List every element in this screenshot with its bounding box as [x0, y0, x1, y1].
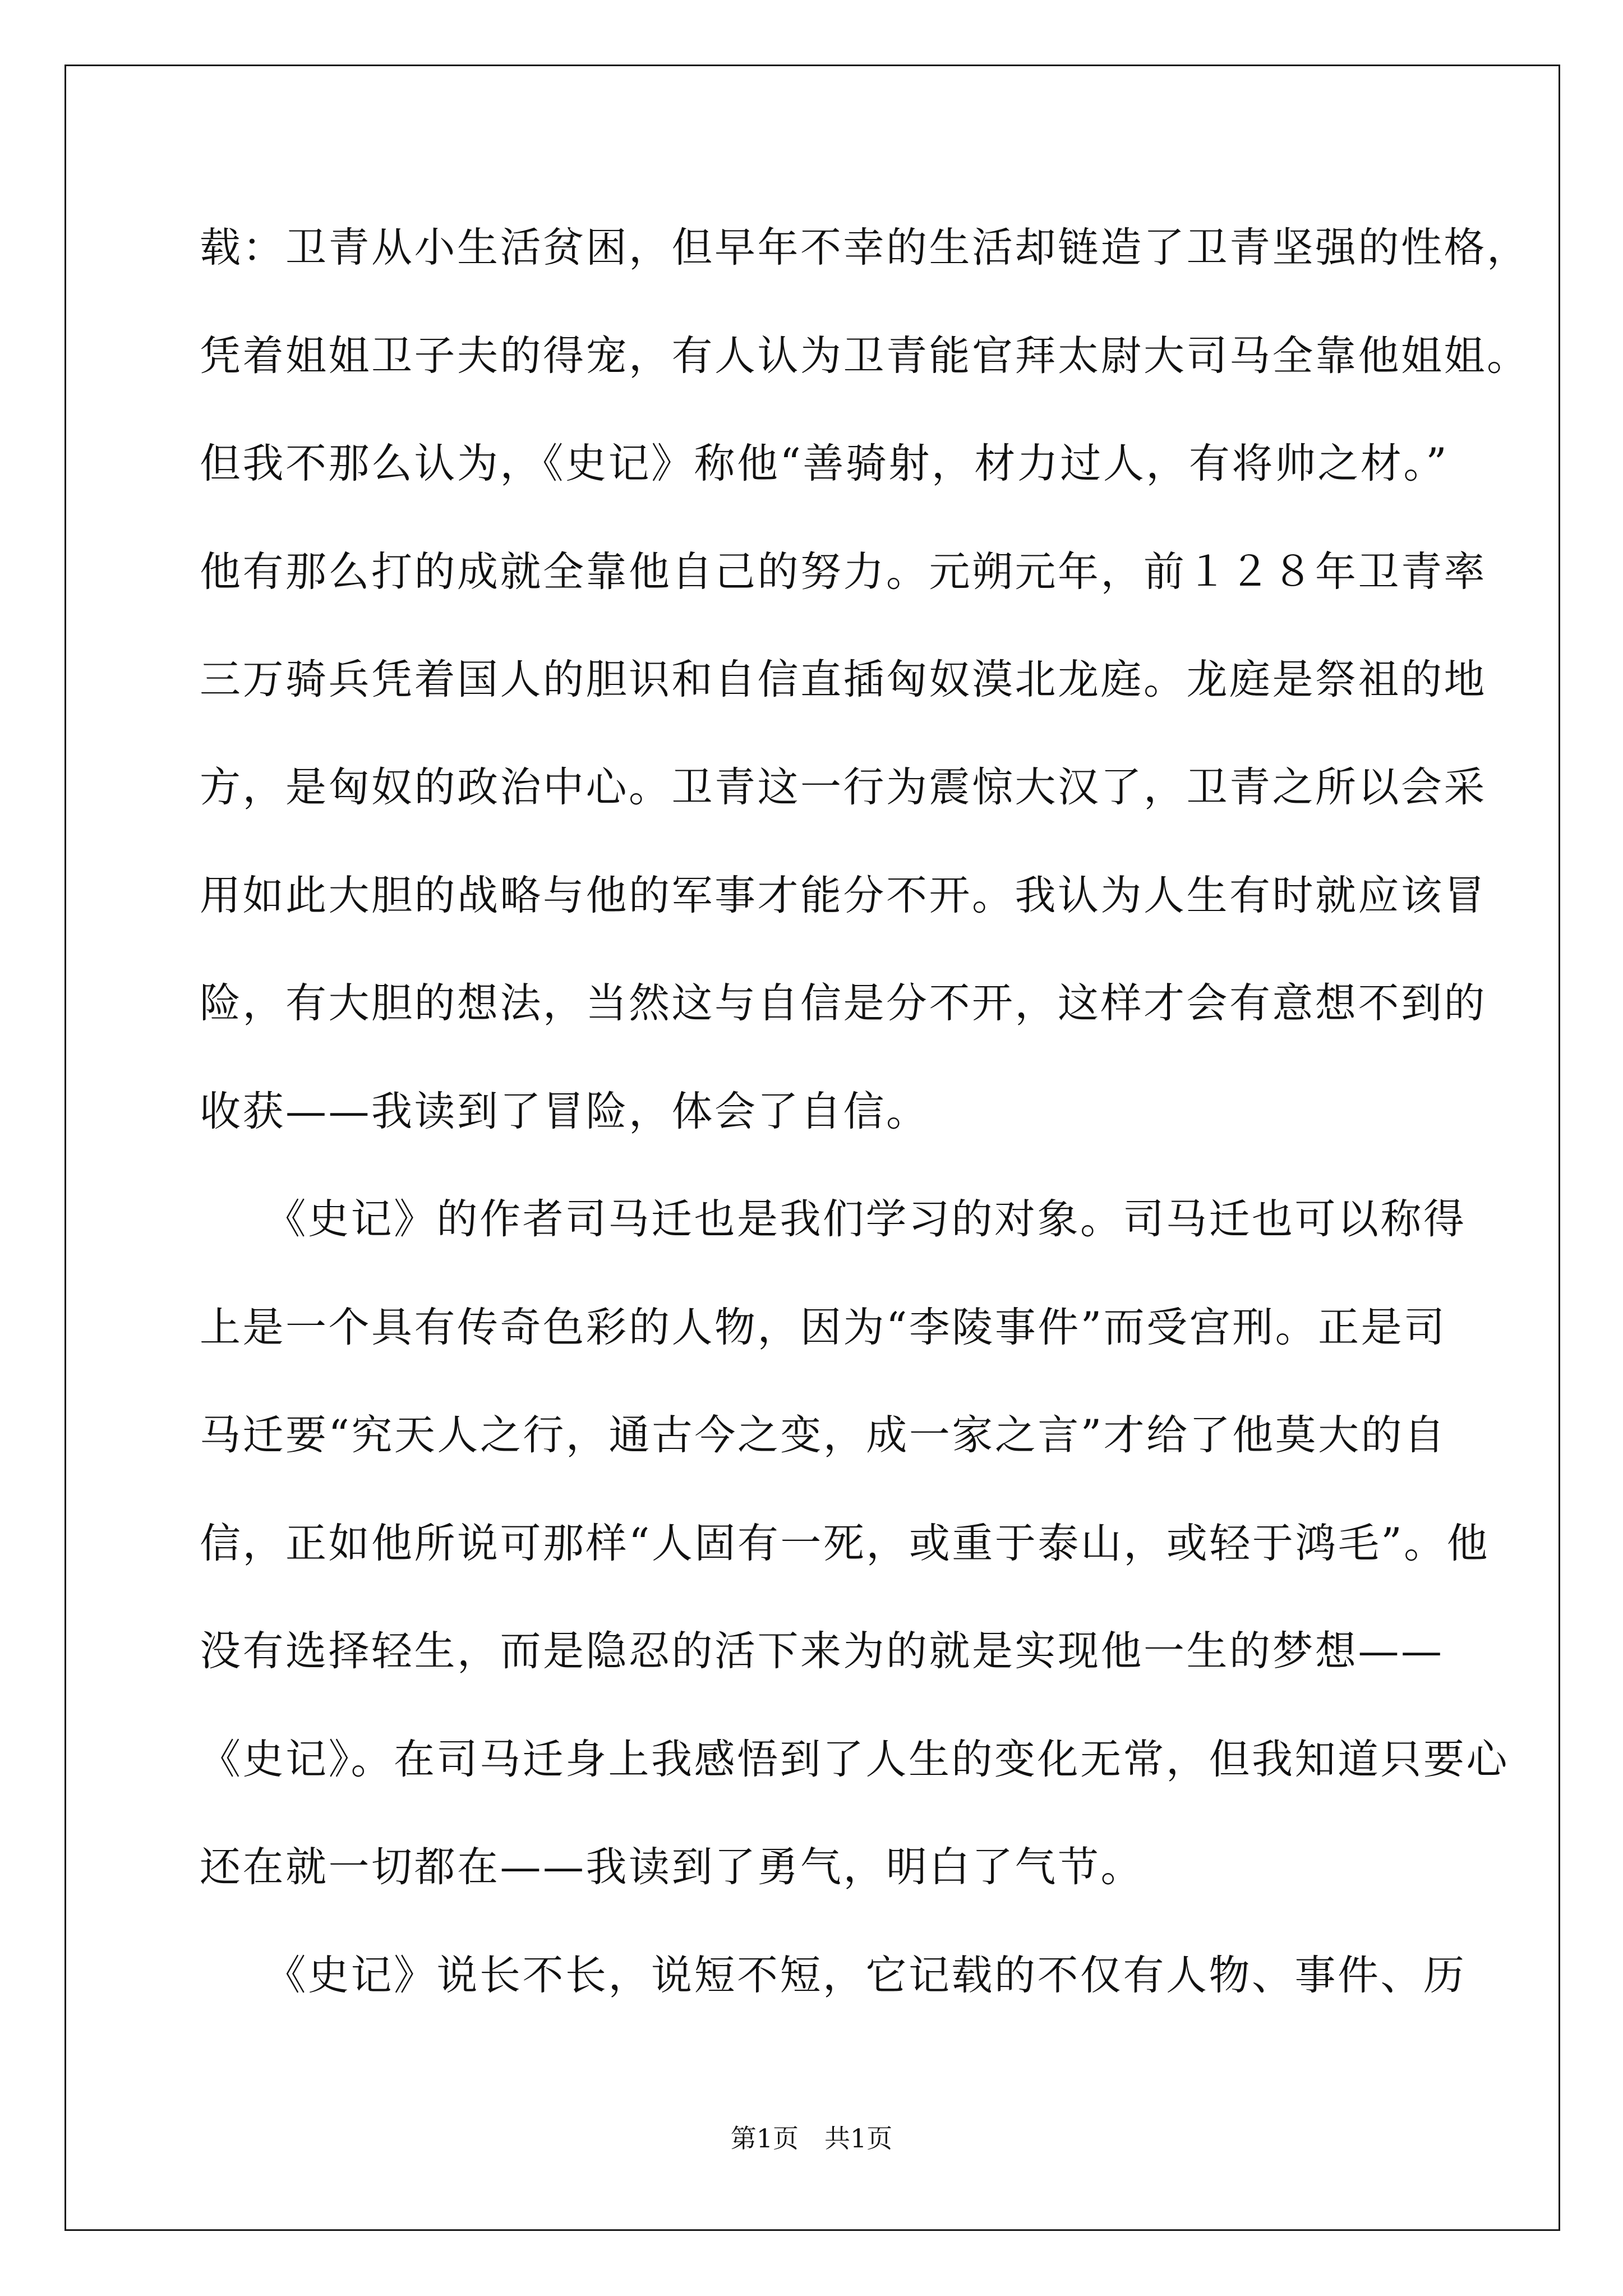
text-line: 马迁要“究天人之行，通古今之变，成一家之言”才给了他莫大的自 [200, 1411, 1447, 1459]
text-line: 凭着姐姐卫子夫的得宠，有人认为卫青能官拜太尉大司马全靠他姐姐。 [200, 332, 1530, 380]
text-line: 收获——我读到了冒险，体会了自信。 [200, 1088, 929, 1135]
text-line: 方，是匈奴的政治中心。卫青这一行为震惊大汉了，卫青之所以会采 [200, 763, 1487, 811]
text-line: 没有选择轻生，而是隐忍的活下来为的就是实现他一生的梦想—— [200, 1627, 1444, 1675]
text-line: 《史记》的作者司马迁也是我们学习的对象。司马迁也可以称得 [200, 1195, 1467, 1243]
text-line: 信，正如他所说可那样“人固有一死，或重于泰山，或轻于鸿毛”。他 [200, 1520, 1490, 1567]
text-line: 险，有大胆的想法，当然这与自信是分不开，这样才会有意想不到的 [200, 979, 1487, 1027]
text-line: 《史记》。在司马迁身上我感悟到了人生的变化无常，但我知道只要心 [200, 1736, 1509, 1783]
text-line: 他有那么打的成就全靠他自己的努力。元朔元年，前１２８年卫青率 [200, 548, 1487, 596]
text-line: 《史记》说长不长，说短不短，它记载的不仅有人物、事件、历 [200, 1952, 1467, 1999]
text-line: 三万骑兵凭着国人的胆识和自信直插匈奴漠北龙庭。龙庭是祭祖的地 [200, 656, 1487, 703]
text-line: 但我不那么认为，《史记》称他“善骑射，材力过人，有将帅之材。” [200, 440, 1449, 487]
text-line: 还在就一切都在——我读到了勇气，明白了气节。 [200, 1843, 1144, 1891]
text-line: 载：卫青从小生活贫困，但早年不幸的生活却链造了卫青坚强的性格， [200, 224, 1530, 272]
text-line: 上是一个具有传奇色彩的人物，因为“李陵事件”而受宫刑。正是司 [200, 1304, 1447, 1351]
text-line: 用如此大胆的战略与他的军事才能分不开。我认为人生有时就应该冒 [200, 872, 1487, 919]
page-footer: 第1页 共1页 [730, 2123, 893, 2154]
page-border [64, 65, 1560, 2231]
